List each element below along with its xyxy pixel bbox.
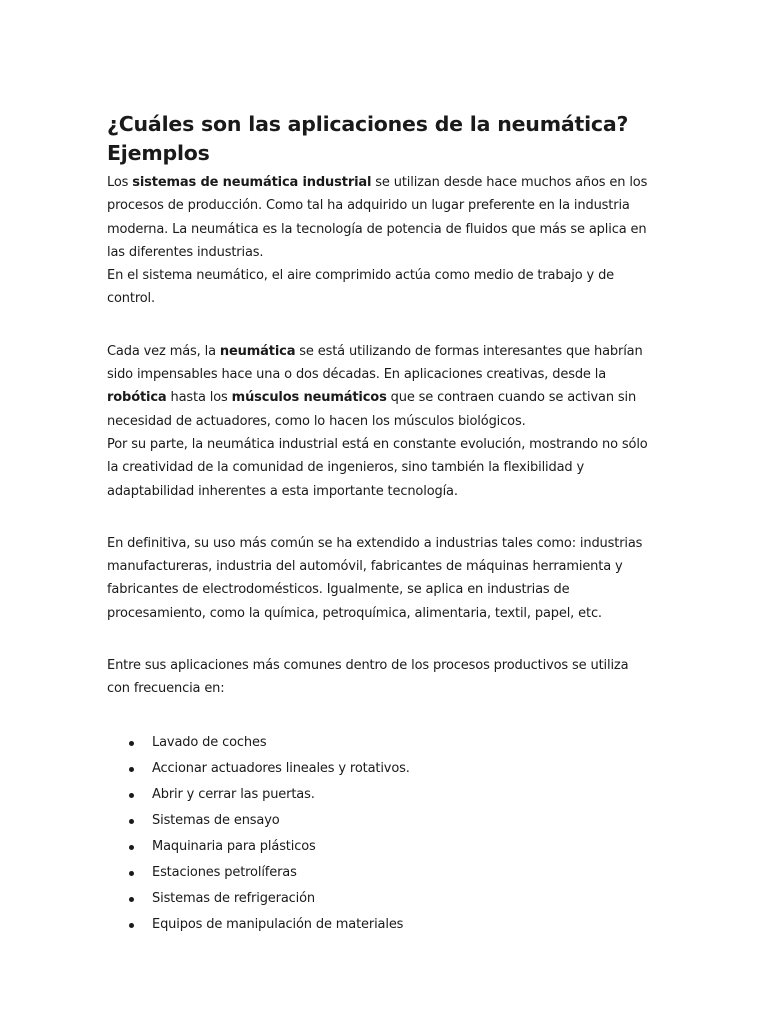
bold-term: músculos neumáticos (231, 390, 387, 406)
bullet-icon (129, 767, 134, 772)
bullet-icon (129, 871, 134, 876)
text-run: que se contraen cuando se activan sin necesidad de actuadores, como lo hacen los músculos biológicos. (107, 390, 637, 429)
paragraph-intro-line2: En el sistema neumático, el aire comprimido actúa como medio de trabajo y de control. (107, 268, 615, 307)
paragraph-spacer (107, 625, 655, 654)
list-item-text: Accionar actuadores lineales y rotativos. (152, 760, 410, 776)
list-item-text: Sistemas de refrigeración (152, 891, 316, 907)
text-run: Cada vez más, la (107, 343, 220, 359)
bold-term: robótica (107, 390, 167, 406)
list-item-text: Lavado de coches (152, 734, 267, 750)
bullet-icon (129, 793, 134, 798)
list-item (107, 886, 655, 912)
list-item (107, 834, 655, 860)
bullet-icon (129, 897, 134, 902)
bullet-icon (129, 741, 134, 746)
bold-term: neumática (219, 343, 296, 359)
applications-list (107, 730, 655, 939)
bullet-icon (129, 845, 134, 850)
paragraph-spacer (107, 701, 655, 730)
text-run: hasta los (166, 390, 232, 406)
paragraph-applications-intro: Entre sus aplicaciones más comunes dentro de los procesos productivos se utiliza con frecuencia en: (107, 658, 629, 697)
list-item (107, 860, 655, 886)
list-item-text: Equipos de manipulación de materiales (152, 917, 404, 933)
list-item (107, 808, 655, 834)
bullet-icon (129, 819, 134, 824)
text-run: se está utilizando de formas interesantes que habrían sido impensables hace una o dos décadas. En aplicaciones creativas, desde la (107, 343, 643, 383)
list-item (107, 730, 655, 756)
text-run: Los (107, 175, 133, 190)
paragraph-spacer (107, 311, 655, 340)
paragraph-spacer (107, 503, 655, 532)
list-item-text: Abrir y cerrar las puertas. (152, 786, 315, 802)
article-title: ¿Cuáles son las aplicaciones de la neumática? Ejemplos (107, 112, 629, 165)
bullet-icon (129, 923, 134, 928)
list-item (107, 782, 655, 808)
paragraph-industries: En definitiva, su uso más común se ha extendido a industrias tales como: industrias manufactureras, industria del automóvil, fabricantes de máquinas herramienta y fabricantes de electrodomésticos. Igualmente, se aplica en industrias de procesamiento, como la química, petroquímica, alimentaria, textil, papel, etc. (107, 535, 643, 621)
bold-term: sistemas de neumática industrial (132, 175, 372, 190)
document-page (107, 110, 655, 938)
text-run: se utilizan desde hace muchos años en los procesos de producción. Como tal ha adquirido un lugar preferente en la industria moderna. La neumática es la tecnología de potencia de fluidos que más se aplica en las diferentes industrias. (107, 175, 648, 260)
list-item (107, 756, 655, 782)
list-item-text: Maquinaria para plásticos (152, 839, 316, 855)
list-item (107, 912, 655, 938)
paragraph-robotics (107, 340, 655, 433)
paragraph-robotics-line2: Por su parte, la neumática industrial está en constante evolución, mostrando no sólo la creatividad de la comunidad de ingenieros, sino también la flexibilidad y adaptabilidad inherentes a esta importante tecnología. (107, 436, 648, 499)
list-item-text: Estaciones petrolíferas (152, 865, 297, 881)
list-item-text: Sistemas de ensayo (152, 812, 280, 828)
paragraph-intro (107, 171, 655, 264)
